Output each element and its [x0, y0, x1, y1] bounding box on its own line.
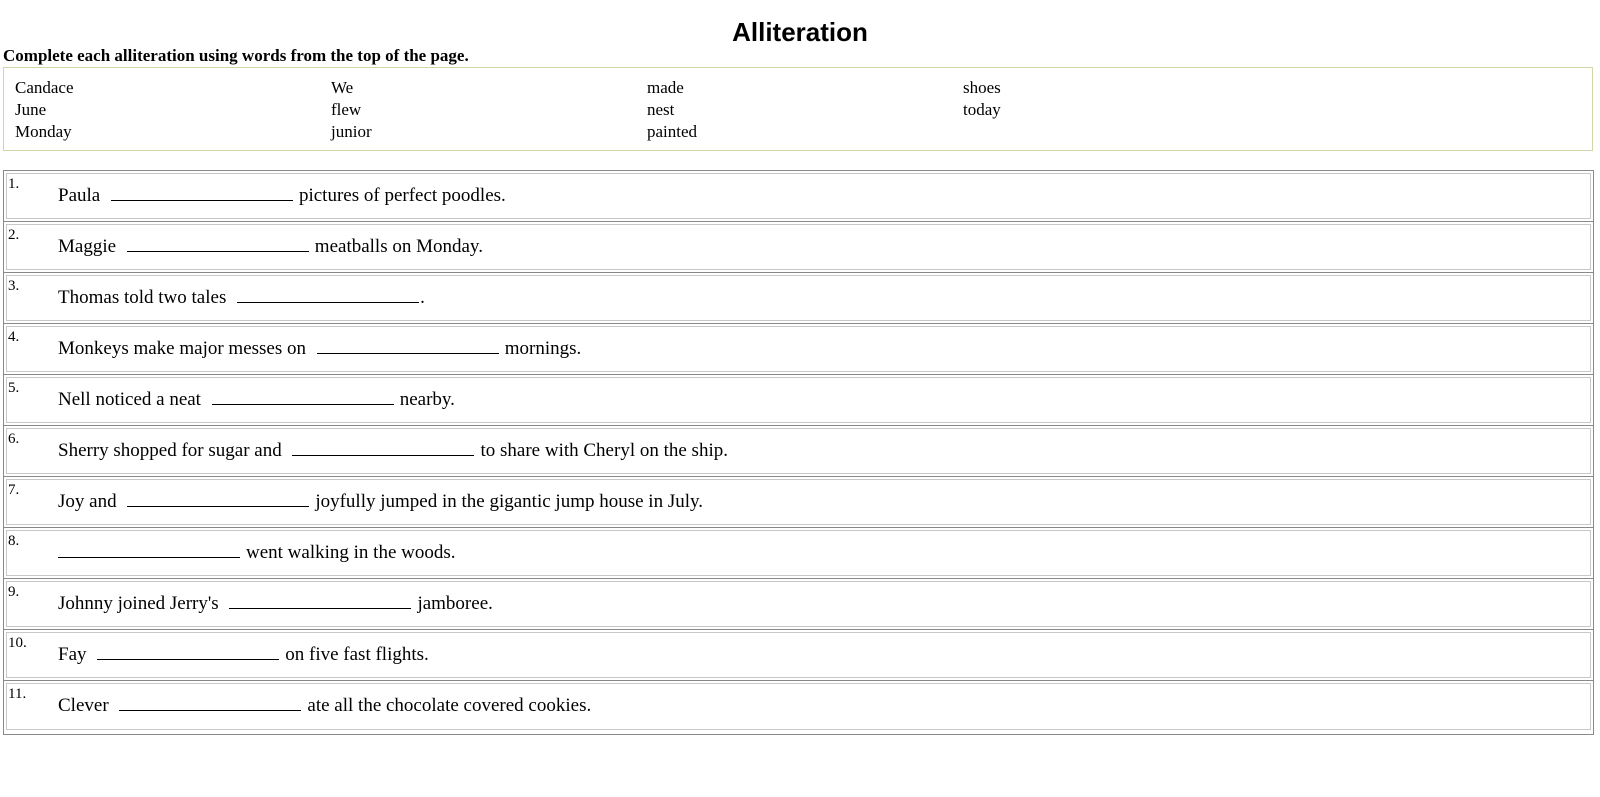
- question-after: ate all the chocolate covered cookies.: [307, 695, 592, 716]
- question-after: .: [420, 287, 425, 308]
- question-after: to share with Cheryl on the ship.: [480, 440, 728, 461]
- word-bank: [3, 67, 1593, 151]
- question-row: [4, 579, 1593, 630]
- question-number: 8.: [8, 533, 20, 549]
- answer-blank[interactable]: [229, 592, 411, 609]
- question-after: meatballs on Monday.: [314, 236, 483, 257]
- question-row: [4, 630, 1593, 681]
- question-text: [58, 286, 425, 310]
- answer-blank[interactable]: [317, 337, 499, 354]
- question-row: [4, 426, 1593, 477]
- question-number: 4.: [8, 329, 20, 345]
- question-number: 1.: [8, 176, 20, 192]
- word-bank-item: Candace: [15, 78, 74, 97]
- question-text: [58, 694, 591, 718]
- question-after: on five fast flights.: [285, 644, 429, 665]
- question-number: 3.: [8, 278, 20, 294]
- question-after: mornings.: [504, 338, 582, 359]
- question-number: 7.: [8, 482, 20, 498]
- question-text: [58, 235, 483, 259]
- answer-blank[interactable]: [58, 541, 240, 558]
- answer-blank[interactable]: [127, 490, 309, 507]
- question-before: Paula: [58, 185, 101, 206]
- question-text: [58, 592, 493, 616]
- word-bank-item: We: [331, 78, 354, 97]
- question-before: Maggie: [58, 236, 117, 257]
- question-before: Nell noticed a neat: [58, 389, 201, 410]
- word-bank-item: shoes: [963, 78, 1001, 97]
- word-bank-item: June: [15, 100, 47, 119]
- instructions-text: Complete each alliteration using words from the top of the page.: [3, 46, 469, 65]
- question-row: [4, 375, 1593, 426]
- question-before: Clever: [58, 695, 109, 716]
- question-number: 10.: [8, 635, 27, 651]
- answer-blank[interactable]: [119, 694, 301, 711]
- answer-blank[interactable]: [292, 439, 474, 456]
- question-after: jamboree.: [417, 593, 493, 614]
- question-row: [4, 477, 1593, 528]
- questions-table: [3, 170, 1594, 735]
- question-before: Sherry shopped for sugar and: [58, 440, 282, 461]
- word-bank-item: Monday: [15, 122, 72, 141]
- page-title: Alliteration: [732, 17, 868, 47]
- word-bank-item: painted: [647, 122, 698, 141]
- question-before: Thomas told two tales: [58, 287, 227, 308]
- answer-blank[interactable]: [212, 388, 394, 405]
- question-number: 5.: [8, 380, 20, 396]
- word-bank-item: nest: [647, 100, 675, 119]
- word-bank-item: junior: [331, 122, 372, 141]
- word-bank-grid: [15, 77, 1279, 143]
- question-row: [4, 528, 1593, 579]
- word-bank-item: flew: [331, 100, 362, 119]
- question-row: [4, 222, 1593, 273]
- question-row: [4, 681, 1593, 732]
- question-before: Joy and: [58, 491, 117, 512]
- question-before: Johnny joined Jerry's: [58, 593, 219, 614]
- question-number: 6.: [8, 431, 20, 447]
- question-text: [58, 388, 455, 412]
- answer-blank[interactable]: [127, 235, 309, 252]
- answer-blank[interactable]: [111, 184, 293, 201]
- question-after: joyfully jumped in the gigantic jump house in July.: [315, 491, 704, 512]
- question-before: Monkeys make major messes on: [58, 338, 307, 359]
- question-after: pictures of perfect poodles.: [298, 185, 506, 206]
- question-text: [58, 439, 728, 463]
- question-row: [4, 171, 1593, 222]
- question-number: 2.: [8, 227, 20, 243]
- question-row: [4, 273, 1593, 324]
- word-bank-item: today: [963, 100, 1001, 119]
- question-text: [58, 541, 456, 565]
- question-text: [58, 184, 506, 208]
- question-after: went walking in the woods.: [246, 542, 456, 563]
- answer-blank[interactable]: [237, 286, 419, 303]
- word-bank-item: made: [647, 78, 684, 97]
- answer-blank[interactable]: [97, 643, 279, 660]
- question-after: nearby.: [399, 389, 455, 410]
- question-text: [58, 490, 703, 514]
- question-row: [4, 324, 1593, 375]
- question-before: Fay: [58, 644, 87, 665]
- question-number: 11.: [8, 686, 27, 702]
- question-number: 9.: [8, 584, 20, 600]
- question-text: [58, 337, 581, 361]
- question-text: [58, 643, 429, 667]
